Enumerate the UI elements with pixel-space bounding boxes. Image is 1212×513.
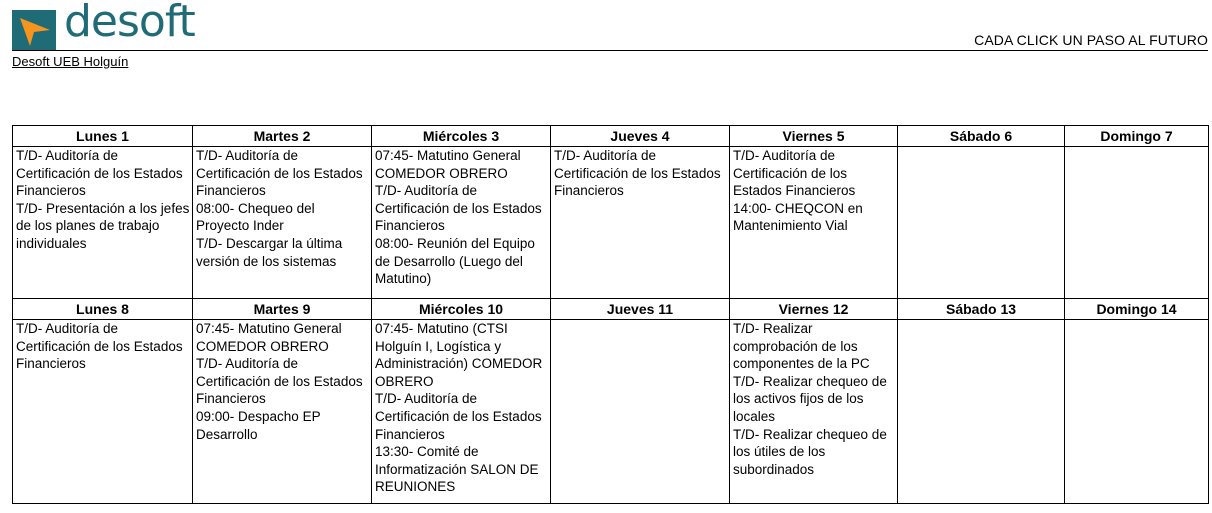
event-item: T/D- Auditoría de Certificación de los Estados Financieros bbox=[733, 148, 856, 199]
event-item: T/D- Presentación a los jefes de los planes de trabajo individuales bbox=[16, 200, 190, 251]
event-item: 13:30- Comité de Informatización SALON DE REUNIONES bbox=[375, 444, 539, 495]
day-header: Martes 2 bbox=[193, 126, 372, 147]
day-header: Lunes 8 bbox=[13, 299, 193, 320]
day-cell[interactable] bbox=[13, 320, 193, 504]
day-header: Domingo 14 bbox=[1065, 299, 1209, 320]
day-header: Lunes 1 bbox=[13, 126, 193, 147]
day-cell[interactable] bbox=[730, 320, 898, 504]
event-item: T/D- Auditoría de Certificación de los Estados Financieros bbox=[16, 321, 183, 372]
event-item: T/D- Auditoría de Certificación de los Estados Financieros bbox=[554, 148, 721, 199]
event-item: T/D- Realizar chequeo de los útiles de los subordinados bbox=[733, 426, 887, 477]
day-header: Viernes 12 bbox=[730, 299, 898, 320]
week-1-header-row bbox=[13, 126, 1209, 147]
day-cell[interactable] bbox=[898, 147, 1065, 299]
event-item: 08:00- Reunión del Equipo de Desarrollo (Luego del Matutino) bbox=[375, 235, 535, 287]
event-item: T/D- Auditoría de Certificación de los Estados Financieros bbox=[375, 183, 542, 234]
day-header: Sábado 6 bbox=[898, 126, 1065, 147]
day-cell[interactable] bbox=[551, 320, 730, 504]
day-header: Miércoles 3 bbox=[372, 126, 551, 147]
event-item: 07:45- Matutino (CTSI Holguín I, Logística y Administración) COMEDOR OBRERO bbox=[375, 321, 543, 389]
event-item: 07:45- Matutino General COMEDOR OBRERO bbox=[196, 321, 342, 354]
event-item: 08:00- Chequeo del Proyecto Inder bbox=[196, 200, 315, 234]
day-cell[interactable] bbox=[372, 320, 551, 504]
event-item: 07:45- Matutino General COMEDOR OBRERO bbox=[375, 148, 521, 181]
header-divider bbox=[12, 50, 1208, 51]
day-header: Miércoles 10 bbox=[372, 299, 551, 320]
event-item: T/D- Auditoría de Certificación de los Estados Financieros bbox=[196, 148, 363, 199]
week-1-events-row bbox=[13, 147, 1209, 299]
desoft-logo[interactable] bbox=[12, 0, 212, 52]
day-header: Domingo 7 bbox=[1065, 126, 1209, 147]
day-cell[interactable] bbox=[730, 147, 898, 299]
week-2-header-row bbox=[13, 299, 1209, 320]
day-cell[interactable] bbox=[1065, 147, 1209, 299]
day-cell[interactable] bbox=[1065, 320, 1209, 504]
page-header bbox=[0, 0, 1212, 75]
day-header: Martes 9 bbox=[193, 299, 372, 320]
organization-name: Desoft UEB Holguín bbox=[12, 54, 129, 69]
day-cell[interactable] bbox=[372, 147, 551, 299]
day-header: Viernes 5 bbox=[730, 126, 898, 147]
event-item: T/D- Auditoría de Certificación de los Estados Financieros bbox=[375, 391, 542, 442]
event-item: 09:00- Despacho EP Desarrollo bbox=[196, 408, 321, 442]
logo-mark-icon bbox=[12, 10, 56, 50]
slogan: CADA CLICK UN PASO AL FUTURO bbox=[974, 32, 1208, 48]
day-cell[interactable] bbox=[193, 320, 372, 504]
day-header: Jueves 11 bbox=[551, 299, 730, 320]
day-cell[interactable] bbox=[551, 147, 730, 299]
event-item: 14:00- CHEQCON en Mantenimiento Vial bbox=[733, 200, 863, 234]
day-cell[interactable] bbox=[898, 320, 1065, 504]
event-item: T/D- Realizar chequeo de los activos fijos de los locales bbox=[733, 373, 887, 424]
day-cell[interactable] bbox=[193, 147, 372, 299]
day-header: Sábado 13 bbox=[898, 299, 1065, 320]
event-item: T/D- Auditoría de Certificación de los Estados Financieros bbox=[16, 148, 183, 199]
week-2-events-row bbox=[13, 320, 1209, 504]
logo-wordmark: desoft bbox=[64, 0, 195, 47]
day-cell[interactable] bbox=[13, 147, 193, 299]
day-header: Jueves 4 bbox=[551, 126, 730, 147]
event-item: T/D- Realizar comprobación de los componentes de la PC bbox=[733, 321, 870, 372]
weekly-calendar bbox=[12, 125, 1209, 504]
event-item: T/D- Auditoría de Certificación de los Estados Financieros bbox=[196, 356, 363, 407]
event-item: T/D- Descargar la última versión de los sistemas bbox=[196, 235, 343, 269]
